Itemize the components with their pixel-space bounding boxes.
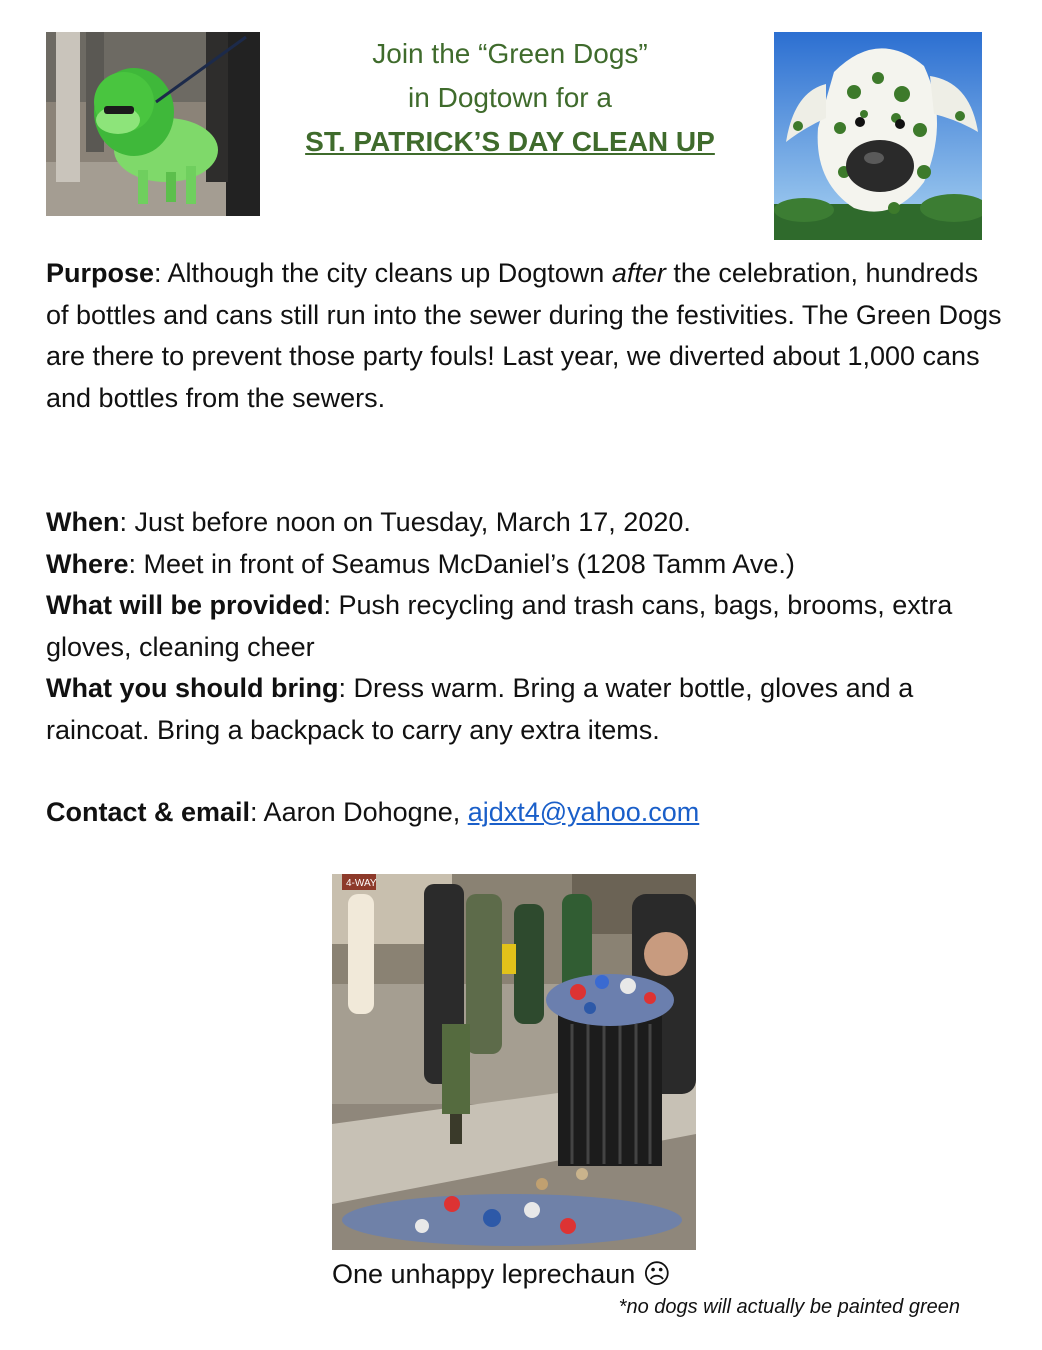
contact-line xyxy=(46,792,1006,834)
contact-label: Contact & email xyxy=(46,797,251,827)
four-way-sign: 4-WAY xyxy=(346,878,377,889)
bring-line xyxy=(46,668,1006,751)
where-value: : Meet in front of Seamus McDaniel’s (1208 Tamm Ave.) xyxy=(128,548,795,579)
trash-can-photo xyxy=(332,874,696,1250)
provided-label: What will be provided xyxy=(46,590,324,620)
photo-caption: One unhappy leprechaun ☹ xyxy=(332,1259,671,1289)
when-value: : Just before noon on Tuesday, March 17, 2020. xyxy=(119,507,691,537)
purpose-label: Purpose xyxy=(46,258,155,288)
purpose-emphasis: after xyxy=(611,258,666,288)
green-dog-illustration xyxy=(46,32,260,216)
title-line-1: Join the “Green Dogs” xyxy=(372,38,648,69)
purpose-text-end: the celebration, hundreds of bottles and cans still run into the sewer during the festivities. The Green Dogs are there to prevent those party fouls! Last year, we diverted about 1,000 cans and bottles from the sewers. xyxy=(46,258,1002,413)
bring-value: : Dress warm. Bring a water bottle, gloves and a raincoat. Bring a backpack to carry any extra items. xyxy=(46,673,914,745)
provided-value: : Push recycling and trash cans, bags, brooms, extra gloves, cleaning cheer xyxy=(46,590,953,662)
title-line-2: in Dogtown for a xyxy=(408,82,612,113)
purpose-paragraph xyxy=(46,253,1006,419)
when-label: When xyxy=(46,507,120,537)
email-link[interactable]: ajdxt4@yahoo.com xyxy=(467,797,700,827)
event-details xyxy=(46,502,1006,751)
contact-name: : Aaron Dohogne, xyxy=(250,797,468,827)
green-dog-photo xyxy=(46,32,260,216)
purpose-text-start: : Although the city cleans up Dogtown xyxy=(154,258,612,288)
spotted-dog-illustration xyxy=(774,32,982,240)
title-event-name: ST. PATRICK’S DAY CLEAN UP xyxy=(305,126,715,157)
provided-line xyxy=(46,585,1006,668)
green-spotted-dog-photo xyxy=(774,32,982,240)
where-label: Where xyxy=(46,548,129,579)
where-line xyxy=(46,544,1006,586)
flyer-title xyxy=(270,32,750,164)
street-trash-illustration xyxy=(332,874,696,1250)
when-line xyxy=(46,502,1006,544)
footnote: *no dogs will actually be painted green xyxy=(618,1296,960,1318)
bring-label: What you should bring xyxy=(46,673,339,703)
